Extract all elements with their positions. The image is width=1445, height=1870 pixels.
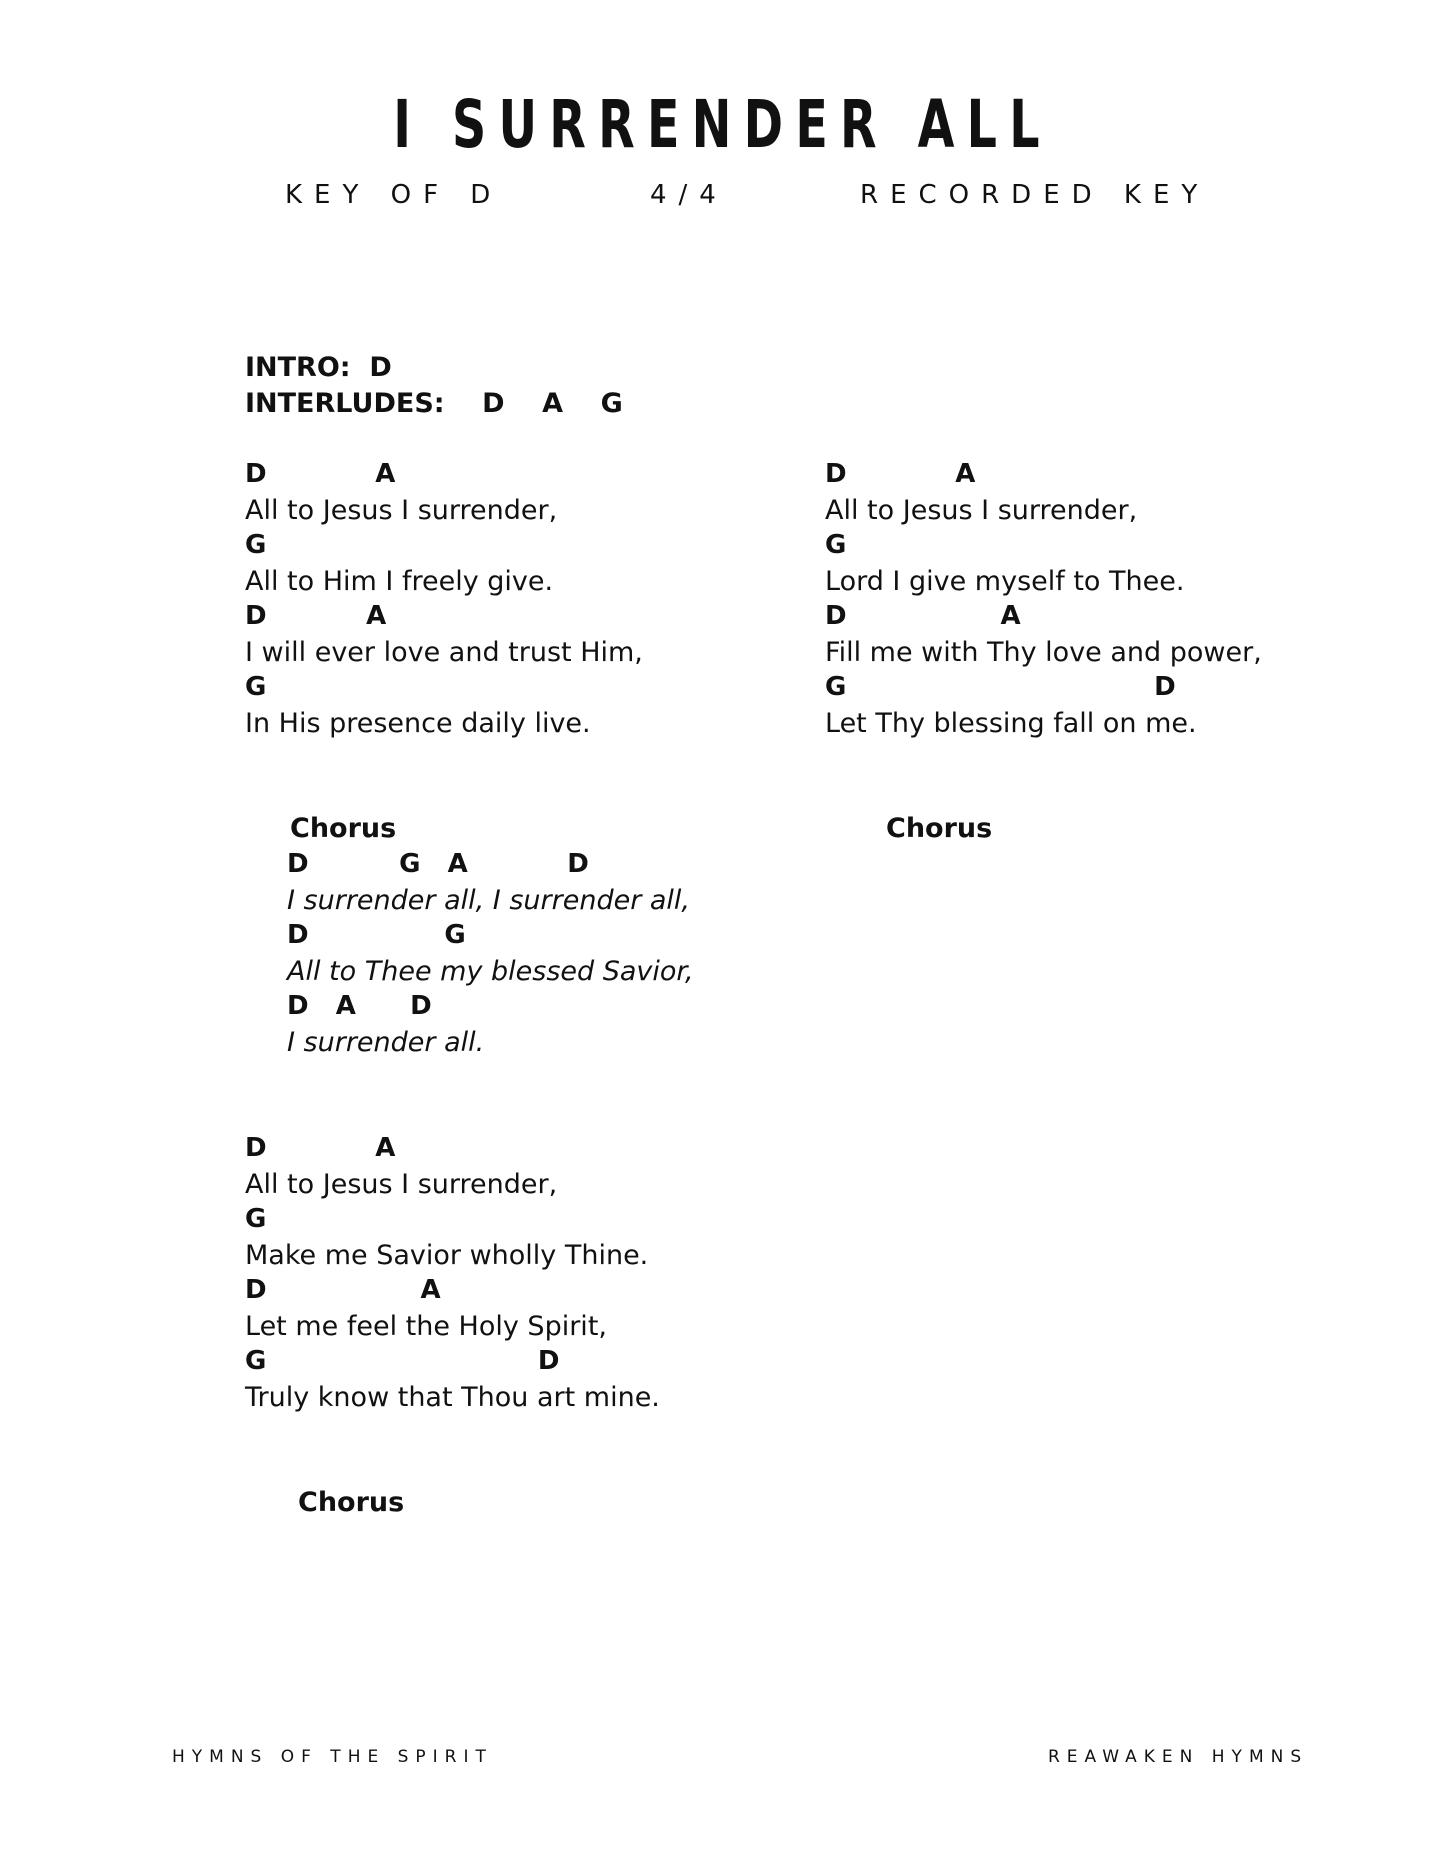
lyric-line: All to Him I freely give. bbox=[245, 565, 554, 597]
lyric-line: Let me feel the Holy Spirit, bbox=[245, 1310, 607, 1342]
chord-line: G bbox=[825, 530, 847, 560]
key-label: KEY OF D bbox=[285, 180, 503, 210]
chorus-label: Chorus bbox=[298, 1487, 405, 1518]
chorus-label: Chorus bbox=[886, 813, 993, 844]
lyric-line: I surrender all. bbox=[287, 1026, 485, 1058]
footer-left: HYMNS OF THE SPIRIT bbox=[172, 1747, 493, 1767]
time-signature: 4/4 bbox=[650, 180, 728, 210]
chord-line: D A D bbox=[287, 991, 432, 1021]
verse-3 bbox=[825, 457, 1262, 741]
chorus-1 bbox=[287, 847, 694, 1060]
lyric-line: Let Thy blessing fall on me. bbox=[825, 707, 1197, 739]
chord-line: D A bbox=[825, 459, 976, 489]
lyric-line: In His presence daily live. bbox=[245, 707, 591, 739]
chord-line: G D bbox=[245, 1346, 560, 1376]
lyric-line: Lord I give myself to Thee. bbox=[825, 565, 1185, 597]
lyric-line: I surrender all, I surrender all, bbox=[287, 884, 691, 916]
chorus-label: Chorus bbox=[290, 813, 397, 844]
intro-section bbox=[245, 350, 623, 421]
chord-line: D A bbox=[245, 601, 387, 631]
lyric-line: I will ever love and trust Him, bbox=[245, 636, 643, 668]
chord-line: D A bbox=[825, 601, 1021, 631]
chord-line: G bbox=[245, 530, 267, 560]
lyric-line: All to Jesus I surrender, bbox=[245, 1168, 558, 1200]
lyric-line: All to Jesus I surrender, bbox=[825, 494, 1138, 526]
chord-line: D G bbox=[287, 920, 466, 950]
lyric-line: All to Jesus I surrender, bbox=[245, 494, 558, 526]
lyric-line: All to Thee my blessed Savior, bbox=[287, 955, 694, 987]
lyric-line: Make me Savior wholly Thine. bbox=[245, 1239, 649, 1271]
lyric-line: Truly know that Thou art mine. bbox=[245, 1381, 660, 1413]
chord-line: D A bbox=[245, 1133, 396, 1163]
chord-line: D A bbox=[245, 1275, 441, 1305]
song-title: I SURRENDER ALL bbox=[393, 86, 1052, 163]
recorded-key-label: RECORDED KEY bbox=[860, 180, 1210, 210]
chord-line: D G A D bbox=[287, 849, 589, 879]
interludes-line: INTERLUDES: D A G bbox=[245, 387, 623, 419]
lyric-line: Fill me with Thy love and power, bbox=[825, 636, 1262, 668]
intro-line: INTRO: D bbox=[245, 352, 392, 383]
verse-1 bbox=[245, 457, 643, 741]
chord-line: D A bbox=[245, 459, 396, 489]
chord-line: G bbox=[245, 672, 267, 702]
chord-line: G D bbox=[825, 672, 1176, 702]
verse-2 bbox=[245, 1131, 660, 1415]
footer-right: REAWAKEN HYMNS bbox=[1048, 1747, 1309, 1767]
chord-line: G bbox=[245, 1204, 267, 1234]
